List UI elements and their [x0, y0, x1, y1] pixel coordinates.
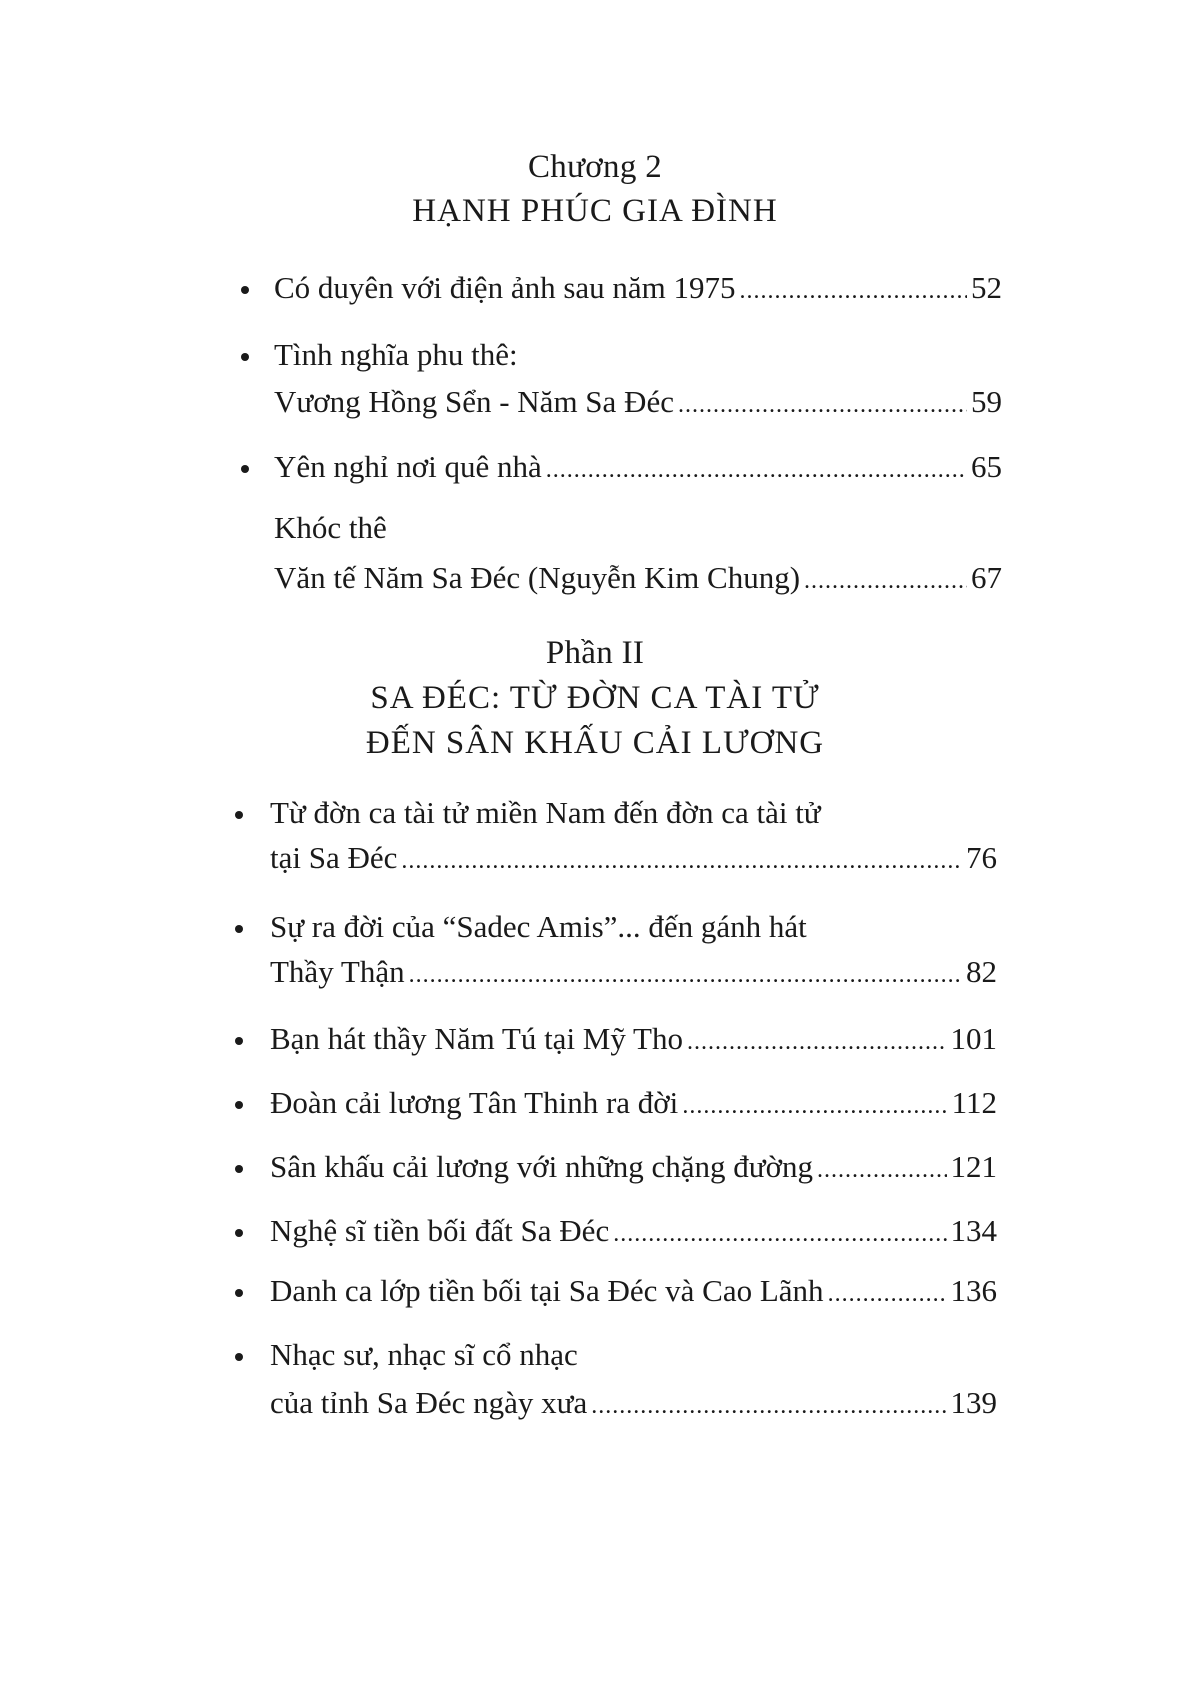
bullet-icon [235, 1165, 243, 1173]
bullet-icon [235, 925, 243, 933]
toc-entry-title: tại Sa Đéc [270, 840, 398, 875]
part-title-line1: SA ĐÉC: TỪ ĐỜN CA TÀI TỬ [370, 680, 820, 716]
toc-entry-title: Nghệ sĩ tiền bối đất Sa Đéc [270, 1213, 610, 1248]
leader-dots [817, 1150, 947, 1190]
toc-line [274, 558, 1002, 598]
toc-line [270, 838, 997, 878]
leader-dots [687, 1022, 947, 1062]
toc-page-number: 112 [951, 1085, 997, 1120]
chapter-label: Chương 2 [528, 149, 662, 185]
toc-page-number: 52 [971, 270, 1002, 305]
toc-entry-title: Văn tế Năm Sa Đéc (Nguyễn Kim Chung) [274, 560, 801, 595]
leader-dots [740, 271, 967, 311]
toc-entry-title: của tỉnh Sa Đéc ngày xưa [270, 1385, 588, 1420]
toc-entry-title: Thầy Thận [270, 954, 405, 989]
toc-page-number: 134 [950, 1213, 997, 1248]
toc-line [270, 1271, 997, 1311]
leader-dots [591, 1386, 946, 1426]
toc-entry-title: Danh ca lớp tiền bối tại Sa Đéc và Cao Lãnh [270, 1273, 824, 1308]
toc-page-number: 59 [971, 384, 1002, 419]
toc-line [270, 952, 997, 992]
toc-line [270, 1147, 997, 1187]
bullet-icon [241, 353, 249, 361]
toc-page-number: 67 [971, 560, 1002, 595]
toc-entry-title: Có duyên với điện ảnh sau năm 1975 [274, 270, 736, 305]
bullet-icon [235, 1101, 243, 1109]
toc-entry-title-line1: Khóc thê [274, 510, 387, 545]
toc-entry-title: Yên nghỉ nơi quê nhà [274, 449, 542, 484]
toc-entry-title-line1: Nhạc sư, nhạc sĩ cổ nhạc [270, 1337, 578, 1372]
bullet-icon [241, 286, 249, 294]
leader-dots [401, 841, 962, 881]
leader-dots [804, 561, 967, 601]
bullet-icon [235, 811, 243, 819]
toc-entry-title-line1: Tình nghĩa phu thê: [274, 337, 518, 372]
toc-page-number: 101 [950, 1021, 997, 1056]
toc-entry-title: Vương Hồng Sển - Năm Sa Đéc [274, 384, 674, 419]
toc-line [270, 1083, 997, 1123]
bullet-icon [235, 1289, 243, 1297]
bullet-icon [235, 1353, 243, 1361]
toc-entry-title: Sân khấu cải lương với những chặng đường [270, 1149, 813, 1184]
leader-dots [682, 1086, 947, 1126]
toc-page-number: 121 [950, 1149, 997, 1184]
toc-entry-title-line1: Sự ra đời của “Sadec Amis”... đến gánh hát [270, 909, 807, 944]
bullet-icon [241, 465, 249, 473]
leader-dots [613, 1214, 946, 1254]
toc-entry-title: Bạn hát thầy Năm Tú tại Mỹ Tho [270, 1021, 683, 1056]
toc-line [274, 268, 1002, 308]
toc-entry-title: Đoàn cải lương Tân Thinh ra đời [270, 1085, 679, 1120]
bullet-icon [235, 1229, 243, 1237]
bullet-icon [235, 1037, 243, 1045]
toc-line [270, 1019, 997, 1059]
leader-dots [409, 955, 962, 995]
leader-dots [678, 385, 967, 425]
part-title-line2: ĐẾN SÂN KHẤU CẢI LƯƠNG [365, 725, 825, 761]
toc-page-number: 139 [950, 1385, 997, 1420]
toc-page-number: 136 [950, 1273, 997, 1308]
toc-line [274, 382, 1002, 422]
toc-entry-title-line1: Từ đờn ca tài tử miền Nam đến đờn ca tài tử [270, 795, 821, 830]
toc-page-number: 76 [966, 840, 997, 875]
chapter-title: HẠNH PHÚC GIA ĐÌNH [412, 193, 778, 229]
toc-page-number: 65 [971, 449, 1002, 484]
leader-dots [546, 450, 967, 490]
toc-line [270, 1211, 997, 1251]
toc-page-number: 82 [966, 954, 997, 989]
leader-dots [828, 1274, 947, 1314]
part-label: Phần II [545, 635, 645, 671]
toc-line [274, 447, 1002, 487]
toc-line [270, 1383, 997, 1423]
